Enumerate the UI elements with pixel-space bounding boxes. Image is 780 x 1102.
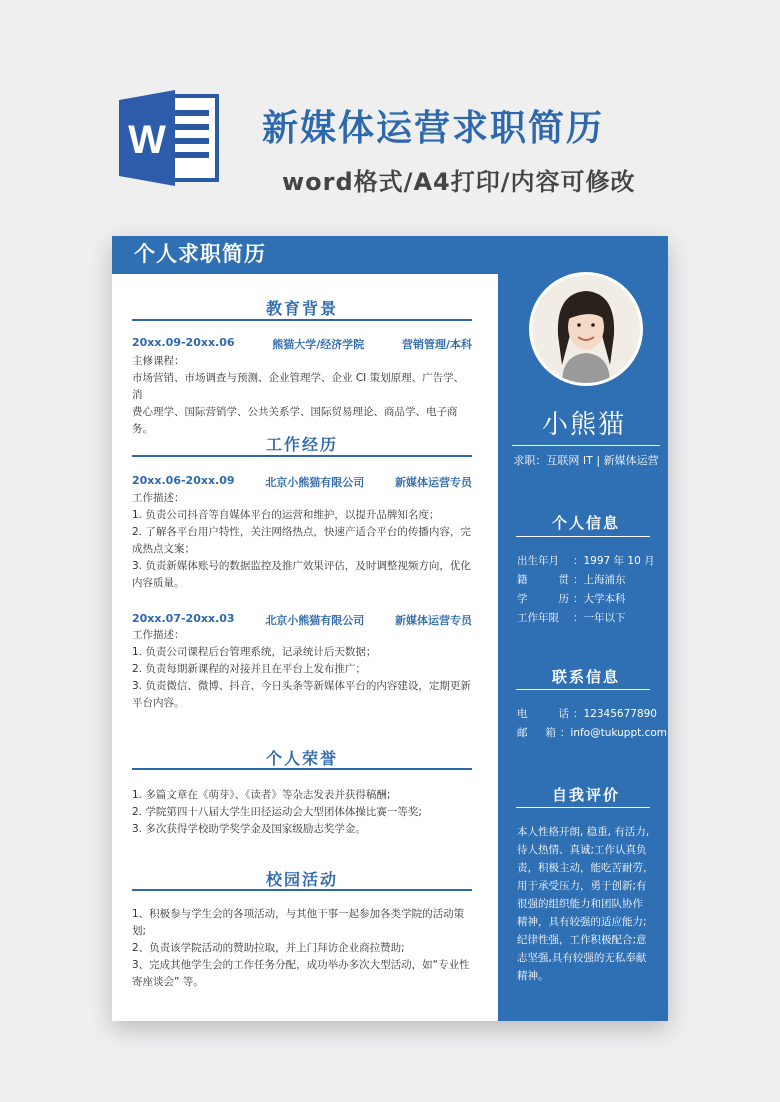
info-row: 学 历 ： 大学本科 xyxy=(517,590,667,608)
honors-title: 个人荣誉 xyxy=(265,749,338,768)
job-line: 工作描述： xyxy=(132,492,185,504)
page-subtitle: word格式/A4打印/内容可修改 xyxy=(282,168,636,196)
word-logo-letter: W xyxy=(128,118,166,162)
info-value: 一年以下 xyxy=(583,612,626,624)
education-line: 主修课程： xyxy=(132,355,185,367)
job-company: 北京小熊猫有限公司 xyxy=(265,476,365,489)
self-eval-title: 自我评价 xyxy=(551,786,620,804)
job-period: 20xx.07-20xx.03 xyxy=(132,612,235,625)
resume-main-column xyxy=(112,274,498,1021)
job-position: 新媒体运营专员 xyxy=(394,476,472,489)
job-line: 1. 负责公司抖音等自媒体平台的运营和维护，以提升品牌知名度； xyxy=(132,509,440,521)
education-major: 营销管理/本科 xyxy=(401,338,472,351)
campus-item: 1、积极参与学生会的各项活动，与其他干事一起参加各类学院的活动策划; xyxy=(132,908,465,937)
email-value[interactable]: info@tukuppt.com xyxy=(570,727,667,739)
education-period: 20xx.09-20xx.06 xyxy=(132,336,235,349)
campus-list xyxy=(132,906,474,991)
job-description xyxy=(132,627,474,712)
honor-item: 1. 多篇文章在《萌芽》、《读者》等杂志发表并获得稿酬; xyxy=(132,789,391,801)
campus-item: 2、负责该学院活动的赞助拉取，并上门拜访企业商拉赞助; xyxy=(132,942,405,954)
job-line: 内容质量。 xyxy=(132,577,185,589)
resume-banner: 个人求职简历 xyxy=(134,242,266,266)
education-line: 市场营销、市场调查与预测、企业管理学、企业 CI 策划原理、广告学、消 xyxy=(132,372,465,401)
info-value: 上海浦东 xyxy=(583,574,626,586)
work-title: 工作经历 xyxy=(265,435,338,454)
name-divider xyxy=(512,445,660,446)
personal-info-title: 个人信息 xyxy=(551,514,620,532)
candidate-name: 小熊猫 xyxy=(541,410,626,440)
contact-row: 电 话 ： 12345677890 xyxy=(517,705,667,723)
job-line: 1. 负责公司课程后台管理系统，记录统计后天数据； xyxy=(132,646,377,658)
word-document-icon xyxy=(117,86,221,190)
avatar-portrait-icon xyxy=(532,275,640,383)
honor-item: 3. 多次获得学校助学奖学金及国家级励志奖学金。 xyxy=(132,823,366,835)
campus-divider xyxy=(132,889,472,891)
job-line: 3. 负责微信、微博、抖音、今日头条等新媒体平台的内容建设，定期更新 xyxy=(132,680,471,692)
contact-title: 联系信息 xyxy=(551,668,620,686)
personal-info-divider xyxy=(516,536,650,537)
education-line: 费心理学、国际营销学、公共关系学、国际贸易理论、商品学、电子商务。 xyxy=(132,406,458,435)
info-row: 工作年限 ： 一年以下 xyxy=(517,609,667,627)
campus-item: 寄座谈会” 等。 xyxy=(132,976,204,988)
job-line: 3. 负责新媒体账号的数据监控及推广效果评估，及时调整视频方向，优化 xyxy=(132,560,471,572)
education-title: 教育背景 xyxy=(265,299,338,318)
job-line: 平台内容。 xyxy=(132,697,185,709)
job-position: 新媒体运营专员 xyxy=(394,614,472,627)
education-row xyxy=(132,336,472,352)
job-period: 20xx.06-20xx.09 xyxy=(132,474,235,487)
job-row xyxy=(132,612,472,628)
honors-divider xyxy=(132,768,472,770)
job-line: 2. 负责每期新课程的对接并且在平台上发布推广； xyxy=(132,663,366,675)
info-value: 大学本科 xyxy=(583,593,626,605)
campus-title: 校园活动 xyxy=(265,870,338,889)
avatar xyxy=(529,272,643,386)
phone-value: 12345677890 xyxy=(583,708,657,720)
job-company: 北京小熊猫有限公司 xyxy=(265,614,365,627)
job-objective: 求职：互联网 IT | 新媒体运营 xyxy=(513,454,659,467)
contact-divider xyxy=(516,689,650,690)
education-school: 熊猫大学/经济学院 xyxy=(272,338,365,351)
resume-card xyxy=(112,236,668,1021)
job-line: 2. 了解各平台用户特性，关注网络热点，快速产适合平台的传播内容，完 xyxy=(132,526,471,538)
job-row xyxy=(132,474,472,490)
job-description xyxy=(132,490,474,592)
info-row: 出生年月 ： 1997 年 10 月 xyxy=(517,552,667,570)
education-divider xyxy=(132,319,472,321)
info-value: 1997 年 10 月 xyxy=(583,555,655,567)
work-divider xyxy=(132,455,472,457)
job-line: 成热点文案； xyxy=(132,543,195,555)
honor-item: 2. 学院第四十八届大学生田径运动会大型团体体操比赛一等奖; xyxy=(132,806,422,818)
self-eval-divider xyxy=(516,807,650,808)
campus-item: 3、完成其他学生会的工作任务分配，成功举办多次大型活动，如“专业性 xyxy=(132,959,470,971)
job-line: 工作描述： xyxy=(132,629,185,641)
info-row: 籍 贯 ： 上海浦东 xyxy=(517,571,667,589)
page-title: 新媒体运营求职简历 xyxy=(262,108,605,149)
education-courses xyxy=(132,353,474,438)
contact-row: 邮 箱 ： info@tukuppt.com xyxy=(517,724,667,742)
self-eval-text: 本人性格开朗, 稳重, 有活力, 待人热情、真诚;工作认真负 责，积极主动，能吃苦耐劳， 用于承受压力，勇于创新;有 很强的组织能力和团队协作 精神，具有较强的适应能力; 纪律性强，工作积极配合;意 志坚强,具有较强的无私奉献 精神。 xyxy=(517,826,654,982)
honors-list xyxy=(132,787,474,838)
